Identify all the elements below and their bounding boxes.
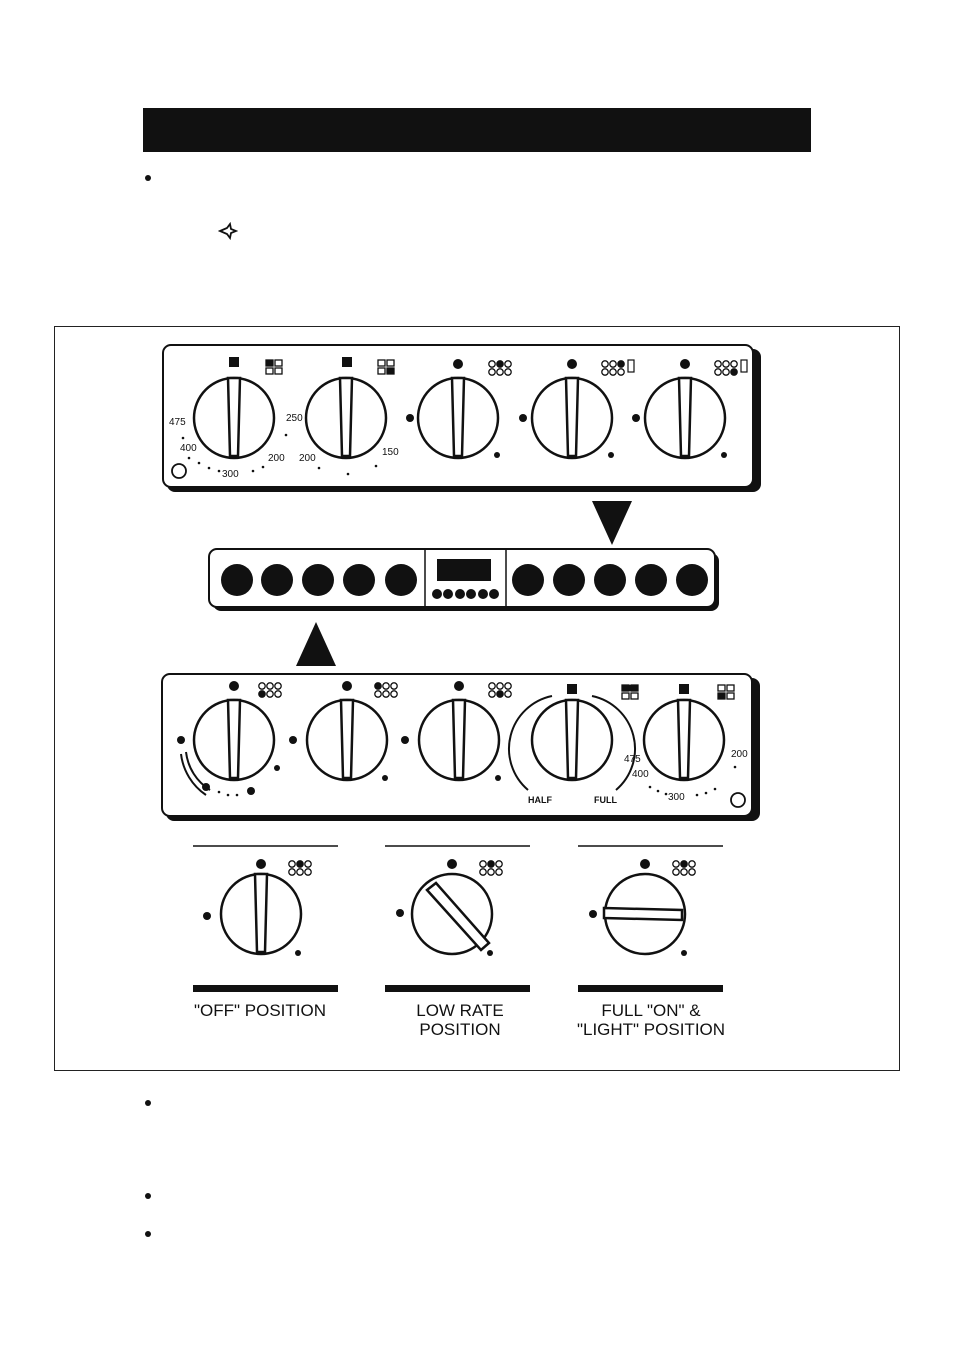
bottom-control-panel bbox=[162, 674, 760, 821]
scale-label: 200 bbox=[731, 749, 748, 760]
scale-label: 200 bbox=[299, 453, 316, 464]
arrow-up-icon bbox=[296, 622, 336, 666]
full-on-position-example bbox=[577, 846, 725, 1039]
scale-label: 150 bbox=[382, 447, 399, 458]
indicator-light bbox=[172, 464, 186, 478]
top-control-panel bbox=[163, 345, 761, 492]
clock-display bbox=[437, 559, 491, 581]
caption-full-on-line1: FULL "ON" & bbox=[601, 1001, 701, 1020]
indicator-light bbox=[731, 793, 745, 807]
scale-label: 400 bbox=[180, 443, 197, 454]
caption-low-rate-line1: LOW RATE bbox=[416, 1001, 504, 1020]
caption-full-on-line2: "LIGHT" POSITION bbox=[576, 1020, 726, 1039]
scale-label: 200 bbox=[268, 453, 285, 464]
arrow-down-icon bbox=[592, 501, 632, 545]
scale-label: 250 bbox=[286, 413, 303, 424]
off-position-example bbox=[193, 846, 338, 1020]
caption-off-position: "OFF" POSITION bbox=[193, 1001, 327, 1020]
scale-label: 475 bbox=[169, 417, 186, 428]
low-rate-position-example bbox=[385, 846, 530, 1039]
scale-label: 475 bbox=[624, 754, 641, 765]
caption-low-rate-line2: POSITION bbox=[419, 1020, 501, 1039]
cooker-fascia-overview bbox=[209, 549, 719, 611]
scale-label-half: HALF bbox=[528, 795, 552, 805]
scale-label: 300 bbox=[222, 469, 239, 480]
scale-label: 300 bbox=[668, 792, 685, 803]
scale-label: 400 bbox=[632, 769, 649, 780]
scale-label-full: FULL bbox=[594, 795, 617, 805]
